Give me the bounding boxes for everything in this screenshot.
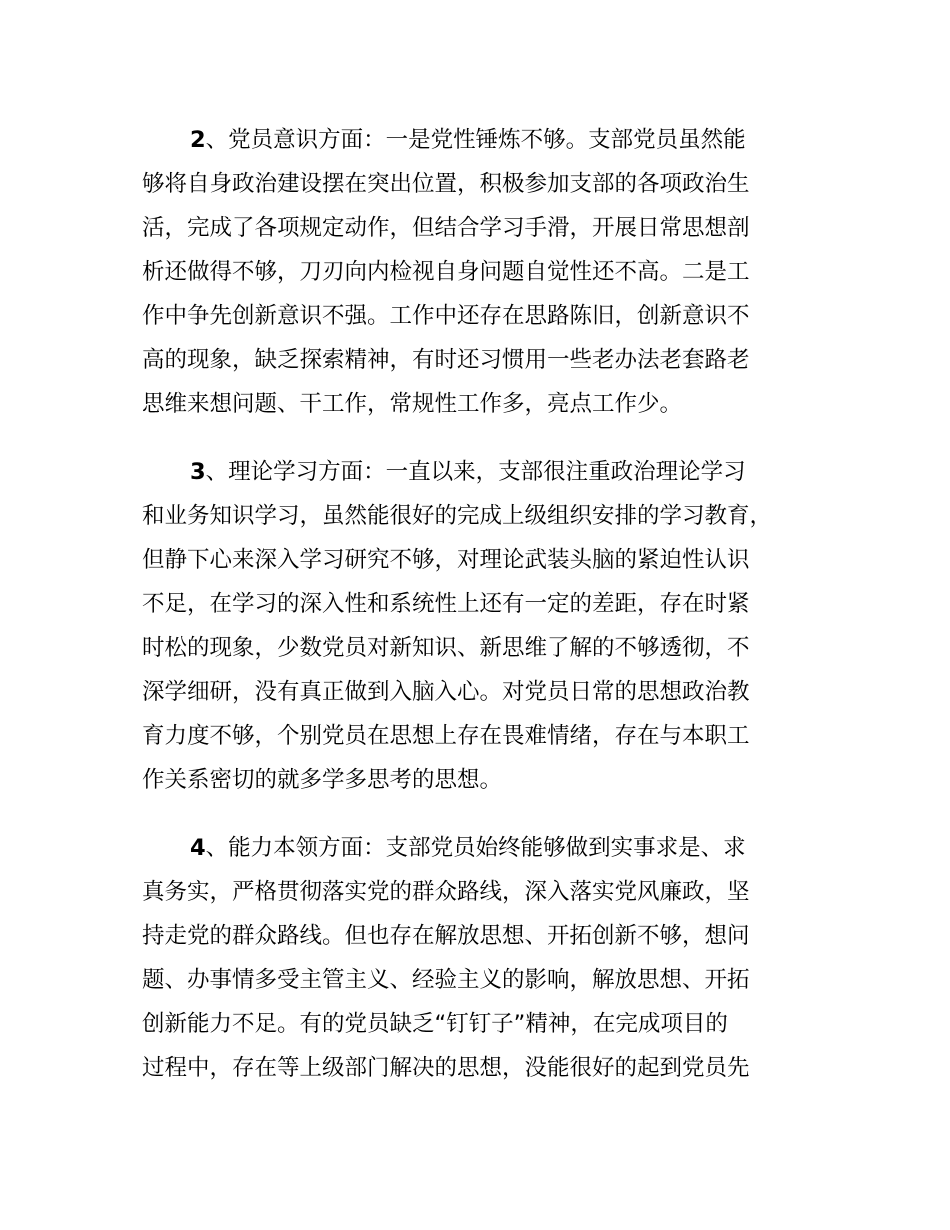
line-text: 时松的现象，少数党员对新知识、新思维了解的不够透彻，不 [142, 635, 750, 661]
line-text: 过程中，存在等上级部门解决的思想，没能很好的起到党员先 [142, 1055, 750, 1081]
paragraph-line [142, 206, 832, 250]
line-text: 、能力本领方面：支部党员始终能够做到实事求是、求 [205, 835, 746, 861]
paragraph-line [142, 582, 832, 626]
line-text: 、党员意识方面：一是党性锤炼不够。支部党员虽然能 [205, 127, 746, 153]
line-text: 够将自身政治建设摆在突出位置，积极参加支部的各项政治生 [142, 171, 750, 197]
line-text: 和业务知识学习，虽然能很好的完成上级组织安排的学习教育， [142, 503, 773, 529]
paragraph-line [142, 758, 832, 802]
line-text: 但静下心来深入学习研究不够，对理论武装头脑的紧迫性认识 [142, 547, 750, 573]
paragraph-line [142, 162, 832, 206]
document-body [142, 118, 832, 1114]
line-text: 思维来想问题、干工作，常规性工作多，亮点工作少。 [142, 391, 683, 417]
paragraph-3 [142, 450, 832, 802]
paragraph-line [142, 338, 832, 382]
line-text: 作中争先创新意识不强。工作中还存在思路陈旧，创新意识不 [142, 303, 750, 329]
line-text: 作关系密切的就多学多思考的思想。 [142, 767, 503, 793]
paragraph-line [142, 118, 832, 162]
paragraph-line [142, 494, 832, 538]
line-text: 不足，在学习的深入性和系统性上还有一定的差距，存在时紧 [142, 591, 750, 617]
paragraph-number: 4 [190, 835, 206, 861]
paragraph-line [142, 826, 832, 870]
line-text: 创新能力不足。有的党员缺乏“钉钉子”精神，在完成项目的 [142, 1011, 728, 1037]
paragraph-line [142, 626, 832, 670]
paragraph-line [142, 870, 832, 914]
line-text: 真务实，严格贯彻落实党的群众路线，深入落实党风廉政，坚 [142, 879, 750, 905]
line-text: 持走党的群众路线。但也存在解放思想、开拓创新不够，想问 [142, 923, 750, 949]
line-text: 深学细研，没有真正做到入脑入心。对党员日常的思想政治教 [142, 679, 750, 705]
paragraph-line [142, 958, 832, 1002]
paragraph-line [142, 714, 832, 758]
paragraph-4 [142, 826, 832, 1090]
line-text: 析还做得不够，刀刃向内检视自身问题自觉性还不高。二是工 [142, 259, 750, 285]
paragraph-line [142, 1046, 832, 1090]
line-text: 、理论学习方面：一直以来，支部很注重政治理论学习 [205, 459, 746, 485]
line-text: 活，完成了各项规定动作，但结合学习手滑，开展日常思想剖 [142, 215, 750, 241]
paragraph-line [142, 670, 832, 714]
paragraph-number: 2 [190, 127, 206, 153]
paragraph-line [142, 1002, 832, 1046]
paragraph-line [142, 450, 832, 494]
paragraph-number: 3 [190, 459, 206, 485]
line-text: 题、办事情多受主管主义、经验主义的影响，解放思想、开拓 [142, 967, 750, 993]
paragraph-line [142, 250, 832, 294]
paragraph-2 [142, 118, 832, 426]
paragraph-line [142, 294, 832, 338]
line-text: 育力度不够，个别党员在思想上存在畏难情绪，存在与本职工 [142, 723, 750, 749]
paragraph-line [142, 382, 832, 426]
paragraph-line [142, 538, 832, 582]
paragraph-line [142, 914, 832, 958]
line-text: 高的现象，缺乏探索精神，有时还习惯用一些老办法老套路老 [142, 347, 750, 373]
